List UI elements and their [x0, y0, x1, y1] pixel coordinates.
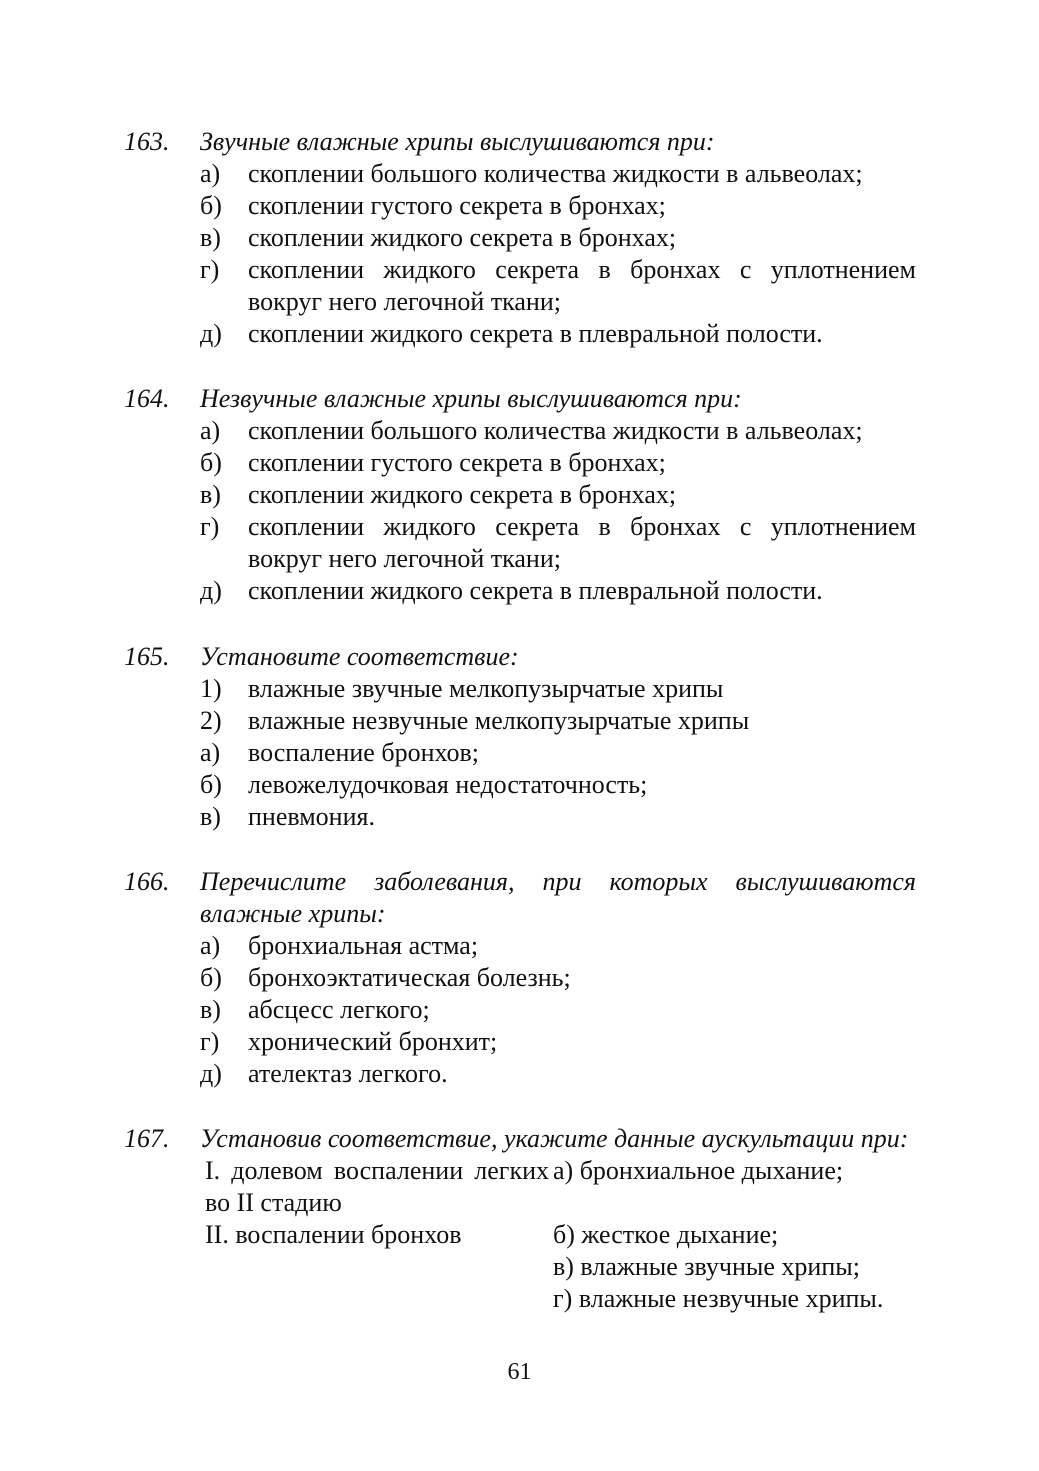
question-header	[124, 866, 916, 930]
option-text: скоплении большого количества жидкости в альвеолах;	[248, 159, 863, 188]
match-spacer	[553, 1187, 916, 1219]
question-header	[124, 1123, 916, 1155]
option	[200, 575, 916, 607]
option	[200, 801, 916, 833]
page-number: 61	[507, 1359, 532, 1385]
option-label: а)	[200, 416, 221, 445]
match-right-item: а) бронхиальное дыхание;	[553, 1156, 844, 1185]
answer-options	[200, 930, 916, 1090]
option	[200, 447, 916, 479]
option-text: скоплении густого секрета в бронхах;	[248, 191, 666, 220]
option	[200, 673, 916, 705]
option-text: бронхиальная астма;	[248, 931, 479, 960]
question-text: Установите соответствие:	[200, 642, 519, 671]
question-164	[124, 383, 916, 607]
option	[200, 1026, 916, 1058]
option-text: скоплении жидкого секрета в бронхах с уплотнением вокруг него легочной ткани;	[248, 512, 916, 573]
option	[200, 930, 916, 962]
option-label: 2)	[200, 706, 222, 735]
question-number: 164.	[124, 384, 170, 413]
question-number: 163.	[124, 127, 170, 156]
option-label: а)	[200, 738, 221, 767]
option-text: скоплении жидкого секрета в плевральной полости.	[248, 319, 823, 348]
option-text: хронический бронхит;	[248, 1027, 498, 1056]
option	[200, 994, 916, 1026]
option	[200, 962, 916, 994]
question-text: Звучные влажные хрипы выслушиваются при:	[200, 127, 715, 156]
option-label: в)	[200, 802, 221, 831]
match-right-item: в) влажные звучные хрипы;	[553, 1252, 860, 1281]
option-label: д)	[200, 1059, 222, 1088]
option-label: д)	[200, 576, 222, 605]
option	[200, 511, 916, 575]
option-label: б)	[200, 770, 222, 799]
option-text: скоплении жидкого секрета в бронхах;	[248, 480, 677, 509]
question-header	[124, 383, 916, 415]
option-text: пневмония.	[248, 802, 375, 831]
option	[200, 254, 916, 318]
option-text: ателектаз легкого.	[248, 1059, 448, 1088]
option-label: г)	[200, 512, 220, 541]
option	[200, 705, 916, 737]
option	[200, 158, 916, 190]
question-text: Установив соответствие, укажите данные аускультации при:	[200, 1124, 909, 1153]
option-text: воспаление бронхов;	[248, 738, 480, 767]
option-text: бронхоэктатическая болезнь;	[248, 963, 571, 992]
option	[200, 415, 916, 447]
question-165	[124, 641, 916, 833]
question-text: Незвучные влажные хрипы выслушиваются при:	[200, 384, 742, 413]
option	[200, 318, 916, 350]
question-163	[124, 126, 916, 350]
answer-options	[200, 415, 916, 607]
option-label: 1)	[200, 674, 222, 703]
question-number: 165.	[124, 642, 170, 671]
option-text: скоплении жидкого секрета в бронхах;	[248, 223, 677, 252]
match-left-item: I. долевом воспалении легких во II стадию	[205, 1156, 549, 1217]
option-label: в)	[200, 995, 221, 1024]
option-label: а)	[200, 931, 221, 960]
match-right-item: б) жесткое дыхание;	[553, 1220, 779, 1249]
question-header	[124, 126, 916, 158]
question-166	[124, 866, 916, 1090]
question-number: 166.	[124, 867, 170, 896]
option-text: абсцесс легкого;	[248, 995, 430, 1024]
option-label: в)	[200, 223, 221, 252]
option-text: влажные звучные мелкопузырчатые хрипы	[248, 674, 724, 703]
option-label: в)	[200, 480, 221, 509]
matching-table	[205, 1155, 916, 1315]
answer-options	[200, 158, 916, 350]
option-text: скоплении густого секрета в бронхах;	[248, 448, 666, 477]
option	[200, 737, 916, 769]
option-label: б)	[200, 448, 222, 477]
option-text: влажные незвучные мелкопузырчатые хрипы	[248, 706, 750, 735]
option	[200, 1058, 916, 1090]
match-right-item: г) влажные незвучные хрипы.	[553, 1284, 884, 1313]
option-label: б)	[200, 191, 222, 220]
option	[200, 479, 916, 511]
option	[200, 769, 916, 801]
option	[200, 190, 916, 222]
question-header	[124, 641, 916, 673]
question-number: 167.	[124, 1124, 170, 1153]
option-label: б)	[200, 963, 222, 992]
option-label: д)	[200, 319, 222, 348]
option	[200, 222, 916, 254]
option-text: левожелудочковая недостаточность;	[248, 770, 648, 799]
answer-options	[200, 673, 916, 833]
option-text: скоплении большого количества жидкости в альвеолах;	[248, 416, 863, 445]
question-text: Перечислите заболевания, при которых выслушиваются влажные хрипы:	[200, 867, 916, 928]
match-left-item: II. воспалении бронхов	[205, 1220, 462, 1249]
option-text: скоплении жидкого секрета в плевральной полости.	[248, 576, 823, 605]
option-label: г)	[200, 1027, 220, 1056]
question-167	[124, 1123, 916, 1315]
option-text: скоплении жидкого секрета в бронхах с уплотнением вокруг него легочной ткани;	[248, 255, 916, 316]
option-label: г)	[200, 255, 220, 284]
option-label: а)	[200, 159, 221, 188]
